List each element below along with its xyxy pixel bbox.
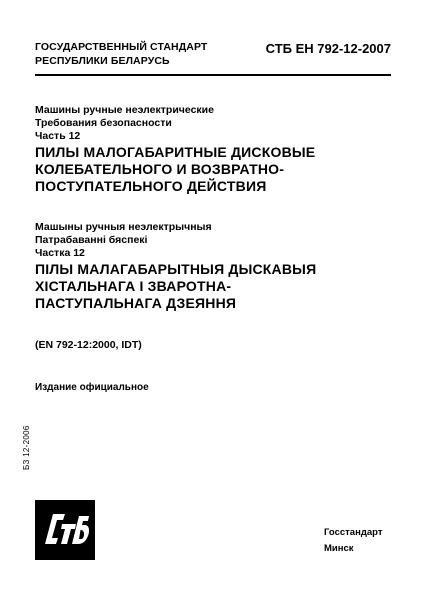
russian-subject: Машины ручные неэлектрические: [35, 104, 214, 116]
stb-logo-graphic: [35, 500, 95, 560]
russian-title-block: [35, 104, 391, 195]
issuing-authority: [35, 40, 207, 68]
stb-logo-icon: [35, 500, 95, 560]
standard-code: СТБ ЕН 792-12-2007: [265, 41, 391, 56]
issuer-city: Минск: [324, 543, 354, 554]
belarusian-part: Частка 12: [35, 247, 85, 259]
header-divider: [35, 74, 391, 76]
en-reference: (EN 792-12:2000, IDT): [35, 339, 142, 351]
belarusian-main-title: [35, 261, 391, 312]
side-registration-code: БЗ 12-2006: [22, 425, 31, 470]
belarusian-subject: Машыны ручныя неэлектрычныя: [35, 221, 212, 233]
russian-title-line-1: ПИЛЫ МАЛОГАБАРИТНЫЕ ДИСКОВЫЕ: [35, 144, 316, 160]
issuer-block: [324, 525, 382, 557]
belarusian-title-line-3: ПАСТУПАЛЬНАГА ДЗЕЯННЯ: [35, 295, 237, 311]
authority-line-1: ГОСУДАРСТВЕННЫЙ СТАНДАРТ: [35, 41, 208, 53]
belarusian-title-line-1: ПІЛЫ МАЛАГАБАРЫТНЫЯ ДЫСКАВЫЯ: [35, 261, 317, 277]
authority-line-2: РЕСПУБЛИКИ БЕЛАРУСЬ: [35, 55, 170, 67]
russian-requirements: Требования безопасности: [35, 117, 172, 129]
russian-title-line-2: КОЛЕБАТЕЛЬНОГО И ВОЗВРАТНО-: [35, 161, 285, 177]
belarusian-title-line-2: ХІСТАЛЬНАГА І ЗВАРОТНА-: [35, 278, 232, 294]
edition-note: Издание официальное: [35, 382, 149, 393]
issuer-name: Госстандарт: [324, 527, 383, 538]
russian-title-line-3: ПОСТУПАТЕЛЬНОГО ДЕЙСТВИЯ: [35, 178, 267, 194]
belarusian-requirements: Патрабаванні бяспекі: [35, 234, 148, 246]
belarusian-title-block: [35, 221, 391, 312]
russian-part: Часть 12: [35, 130, 81, 142]
russian-main-title: [35, 144, 391, 195]
